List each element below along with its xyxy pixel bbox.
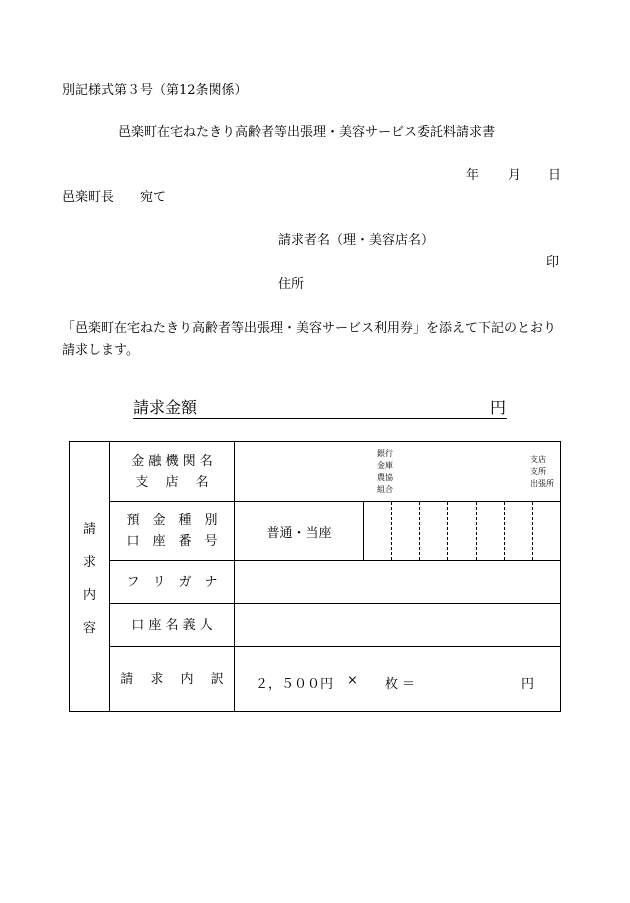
date-day-label: 日: [548, 168, 562, 183]
request-detail-label: 請 求 内 訳: [110, 647, 235, 712]
bank-type-options: 銀行 金庫 農協 組合: [377, 449, 393, 494]
digit-box[interactable]: [391, 502, 419, 560]
date-month-label: 月: [508, 168, 522, 183]
multiply-sign: ×: [347, 673, 358, 688]
account-type-label: 預 金 種 別 口 座 番 号: [110, 502, 235, 561]
sheets-equals: 枚 ＝: [385, 677, 416, 692]
digit-box[interactable]: [364, 502, 391, 560]
document-title: 邑楽町在宅ねたきり高齢者等出張理・美容サービス委託料請求書: [118, 125, 496, 140]
amount-label: 請求金額: [133, 398, 198, 417]
address-label: 住所: [278, 277, 305, 292]
unit-price: ２，５００円: [255, 677, 334, 692]
side-label: 請 求 内 容: [70, 442, 110, 712]
total-yen-unit: 円: [521, 677, 535, 692]
seal-label: 印: [546, 255, 560, 270]
digit-box[interactable]: [504, 502, 532, 560]
account-input-cell[interactable]: [235, 502, 561, 561]
request-table: [69, 441, 561, 712]
account-holder-input-cell[interactable]: [235, 604, 561, 647]
furigana-input-cell[interactable]: [235, 561, 561, 604]
account-holder-label: 口 座 名 義 人: [110, 604, 235, 647]
date-year-label: 年: [466, 168, 480, 183]
furigana-label: フ リ ガ ナ: [110, 561, 235, 604]
addressee: 邑楽町長 宛て: [62, 190, 167, 205]
digit-box[interactable]: [447, 502, 475, 560]
digit-box[interactable]: [419, 502, 447, 560]
form-number: 別記様式第３号（第12条関係）: [62, 83, 248, 98]
bank-input-cell[interactable]: [235, 442, 561, 502]
account-type-value: 普通・当座: [235, 502, 364, 560]
body-text: 「邑楽町在宅ねたきり高齢者等出張理・美容サービス利用券」を添えて下記のとおり請求します。: [62, 321, 557, 358]
request-detail-cell[interactable]: [235, 647, 561, 712]
digit-box[interactable]: [532, 502, 560, 560]
bank-label: 金 融 機 関 名 支 店 名: [110, 442, 235, 502]
requester-name-label: 請求者名（理・美容店名）: [278, 233, 435, 248]
account-number-boxes[interactable]: [364, 502, 560, 560]
digit-box[interactable]: [476, 502, 504, 560]
amount-unit: 円: [490, 398, 507, 417]
branch-type-options: 支店 支所 出張所: [530, 455, 554, 488]
amount-underline: [133, 418, 507, 419]
